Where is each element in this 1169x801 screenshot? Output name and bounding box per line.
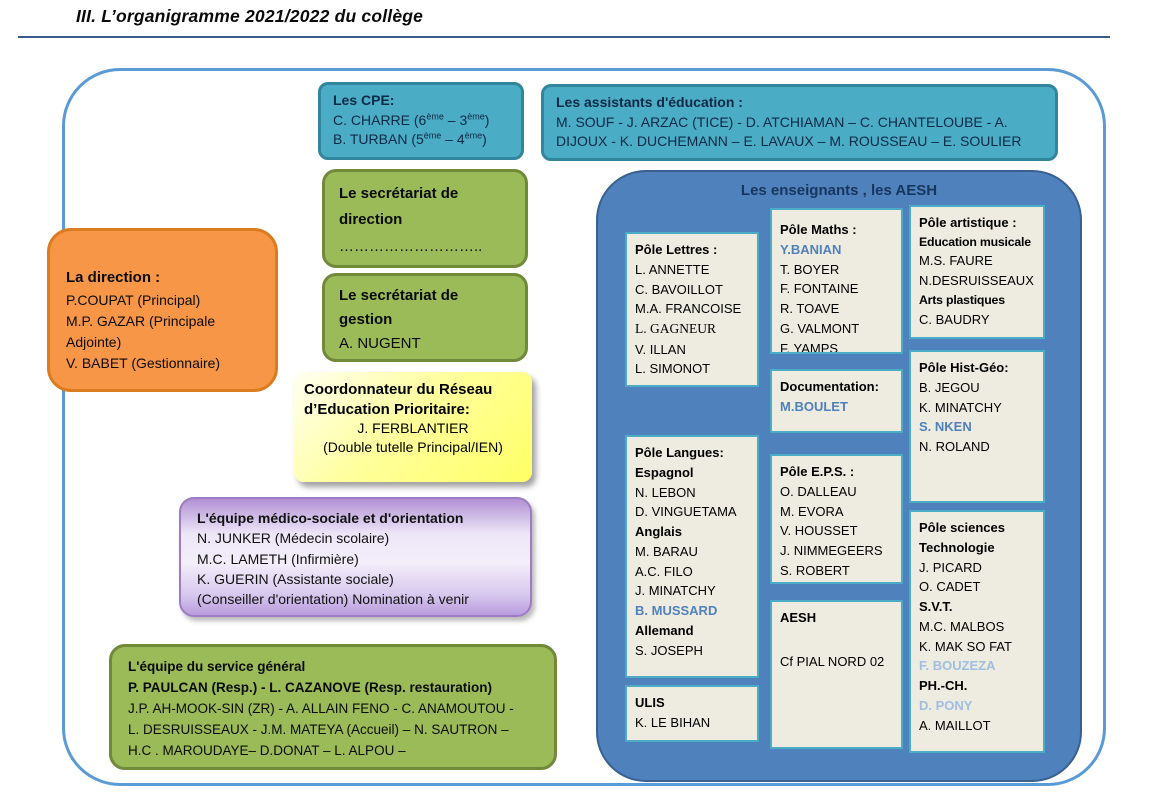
pole-hist-geo-box xyxy=(909,350,1045,503)
pole-sciences-title: Pôle sciences xyxy=(919,520,1005,535)
pole-langues-member: A.C. FILO xyxy=(635,563,693,579)
pole-sciences-member: J. PICARD xyxy=(919,559,982,575)
assistants-names: M. SOUF - J. ARZAC (TICE) - D. ATCHIAMAN – C. CHANTELOUBE - A. DIJOUX - K. DUCHEMANN – E. LAVAUX – M. ROUSSEAU – E. SOULIER xyxy=(556,113,1022,150)
pole-lettres-title: Pôle Lettres : xyxy=(635,242,718,257)
service-general-responsables: P. PAULCAN (Resp.) - L. CAZANOVE (Resp. restauration) xyxy=(128,679,493,695)
pole-maths-member: F. FONTAINE xyxy=(780,281,859,297)
pole-hist-geo-members xyxy=(919,378,1035,457)
pole-eps-member: S. ROBERT xyxy=(780,562,850,578)
assistants-title: Les assistants d'éducation : xyxy=(556,94,743,110)
direction-title: La direction : xyxy=(66,269,161,286)
ulis-member: K. LE BIHAN xyxy=(635,714,711,730)
documentation-box xyxy=(770,369,903,433)
direction-member: P.COUPAT (Principal) xyxy=(66,291,201,308)
pole-artistique-member: C. BAUDRY xyxy=(919,311,990,327)
ulis-members xyxy=(635,713,749,733)
medico-sociale-box xyxy=(179,497,532,617)
enseignants-panel-title: Les enseignants , les AESH xyxy=(740,182,938,199)
pole-artistique-member: Arts plastiques xyxy=(919,292,1005,307)
pole-maths-title: Pôle Maths : xyxy=(780,222,857,237)
pole-sciences-member: PH.-CH. xyxy=(919,678,968,693)
pole-sciences-member: S.V.T. xyxy=(919,599,953,614)
pole-eps-title: Pôle E.P.S. : xyxy=(780,464,855,479)
pole-langues-member: Allemand xyxy=(635,622,694,638)
pole-sciences-member: D. PONY xyxy=(919,697,973,713)
pole-sciences-member: F. BOUZEZA xyxy=(919,658,996,674)
pole-eps-box xyxy=(770,454,903,584)
pole-maths-member: Y.BANIAN xyxy=(780,241,842,257)
pole-artistique-member: N.DESRUISSEAUX xyxy=(919,273,1034,289)
medico-member: (Conseiller d'orientation) Nomination à venir xyxy=(197,591,469,608)
coordonnateur-note: (Double tutelle Principal/IEN) xyxy=(323,438,503,455)
medico-member: K. GUERIN (Assistante sociale) xyxy=(197,570,394,587)
pole-sciences-member: A. MAILLOT xyxy=(919,717,991,733)
direction-box xyxy=(47,228,278,392)
pole-artistique-member: M.S. FAURE xyxy=(919,253,993,269)
pole-sciences-member: O. CADET xyxy=(919,579,981,595)
pole-maths-member: F. YAMPS xyxy=(780,340,839,354)
pole-hist-geo-member: B. JEGOU xyxy=(919,379,980,395)
aesh-members xyxy=(780,652,893,672)
pole-langues-member: M. BARAU xyxy=(635,543,698,559)
coordonnateur-name: J. FERBLANTIER xyxy=(357,420,469,436)
pole-hist-geo-member: K. MINATCHY xyxy=(919,399,1002,415)
pole-maths-member: R. TOAVE xyxy=(780,301,840,316)
pole-hist-geo-member: S. NKEN xyxy=(919,419,972,435)
pole-sciences-box xyxy=(909,510,1045,753)
pole-hist-geo-title: Pôle Hist-Géo: xyxy=(919,360,1009,375)
pole-langues-member: Espagnol xyxy=(635,464,694,480)
pole-eps-members xyxy=(780,482,893,581)
pole-langues-member: B. MUSSARD xyxy=(635,603,718,618)
assistants-education-box xyxy=(541,84,1058,161)
pole-langues-box xyxy=(625,435,759,678)
secretariat-gestion-name: A. NUGENT xyxy=(339,335,421,352)
secretariat-gestion-box xyxy=(322,273,528,362)
pole-langues-member: Anglais xyxy=(635,524,682,539)
pole-maths-member: G. VALMONT xyxy=(780,320,860,336)
service-general-members xyxy=(128,699,538,762)
coordonnateur-title-line1: Coordonnateur du Réseau xyxy=(304,381,493,398)
pole-langues-member: J. MINATCHY xyxy=(635,583,716,599)
pole-lettres-member: L. SIMONOT xyxy=(635,361,711,377)
pole-eps-member: J. NIMMEGEERS xyxy=(780,543,883,558)
cpe-line-2: B. TURBAN (5ème – 4ème) xyxy=(333,130,487,148)
medico-members xyxy=(197,528,514,609)
pole-lettres-members xyxy=(635,260,749,379)
pole-maths-members xyxy=(780,240,893,354)
pole-langues-members xyxy=(635,463,749,661)
direction-member: M.P. GAZAR (Principale Adjointe) xyxy=(66,312,216,350)
documentation-title: Documentation: xyxy=(780,379,879,394)
documentation-member: M.BOULET xyxy=(780,398,848,414)
aesh-member: Cf PIAL NORD 02 xyxy=(780,653,885,669)
pole-lettres-member: M.A. FRANCOISE xyxy=(635,301,742,317)
medico-title: L'équipe médico-sociale et d'orientation xyxy=(197,510,464,526)
service-general-member: L. DESRUISSEAUX - J.M. MATEYA (Accueil) – N. SAUTRON – xyxy=(128,721,509,737)
pole-lettres-member: V. ILLAN xyxy=(635,341,686,357)
pole-sciences-member: M.C. MALBOS xyxy=(919,618,1005,634)
cpe-box xyxy=(318,82,524,160)
coordonnateur-title-line2: d’Education Prioritaire: xyxy=(304,400,470,418)
pole-eps-member: O. DALLEAU xyxy=(780,483,857,499)
pole-hist-geo-member: N. ROLAND xyxy=(919,439,990,454)
service-general-title: L'équipe du service général xyxy=(128,659,306,674)
aesh-title: AESH xyxy=(780,610,817,625)
pole-langues-member: S. JOSEPH xyxy=(635,642,703,658)
service-general-box xyxy=(109,644,557,770)
cpe-line-1: C. CHARRE (6ème – 3ème) xyxy=(333,110,490,128)
ulis-box xyxy=(625,685,759,742)
pole-langues-member: D. VINGUETAMA xyxy=(635,504,737,520)
title-underline xyxy=(18,36,1110,38)
documentation-members xyxy=(780,397,893,417)
pole-sciences-member: K. MAK SO FAT xyxy=(919,638,1012,654)
pole-artistique-box xyxy=(909,205,1045,339)
pole-artistique-member: Education musicale xyxy=(919,234,1031,249)
pole-langues-member: N. LEBON xyxy=(635,484,696,500)
coordonnateur-rep-box xyxy=(294,372,532,482)
enseignants-aesh-panel xyxy=(596,170,1082,782)
pole-sciences-members xyxy=(919,538,1035,736)
secretariat-direction-dots: ……………………….. xyxy=(339,237,483,255)
secretariat-direction-box xyxy=(322,169,528,268)
aesh-box xyxy=(770,600,903,749)
page-title: III. L’organigramme 2021/2022 du collège xyxy=(76,6,424,26)
pole-lettres-member: L. GAGNEUR xyxy=(635,321,716,336)
cpe-title: Les CPE: xyxy=(333,92,395,108)
pole-lettres-box xyxy=(625,232,759,387)
pole-maths-box xyxy=(770,208,903,354)
service-general-member: J.P. AH-MOOK-SIN (ZR) - A. ALLAIN FENO - C. ANAMOUTOU - xyxy=(128,700,514,716)
pole-artistique-members xyxy=(919,233,1035,330)
medico-member: M.C. LAMETH (Infirmière) xyxy=(197,550,359,567)
pole-langues-title: Pôle Langues: xyxy=(635,445,724,460)
ulis-title: ULIS xyxy=(635,695,665,710)
medico-member: N. JUNKER (Médecin scolaire) xyxy=(197,530,390,547)
pole-eps-member: V. HOUSSET xyxy=(780,523,858,539)
direction-member: V. BABET (Gestionnaire) xyxy=(66,354,221,371)
secretariat-direction-title: Le secrétariat de direction xyxy=(339,185,459,229)
pole-lettres-member: L. ANNETTE xyxy=(635,261,710,277)
secretariat-gestion-title: Le secrétariat de gestion xyxy=(339,287,459,328)
pole-lettres-member: C. BAVOILLOT xyxy=(635,281,723,297)
pole-eps-member: M. EVORA xyxy=(780,503,844,519)
pole-sciences-member: Technologie xyxy=(919,539,995,555)
pole-maths-member: T. BOYER xyxy=(780,261,840,277)
service-general-member: H.C . MAROUDAYE– D.DONAT – L. ALPOU – xyxy=(128,742,406,758)
direction-members xyxy=(66,290,259,374)
pole-artistique-title: Pôle artistique : xyxy=(919,215,1017,230)
